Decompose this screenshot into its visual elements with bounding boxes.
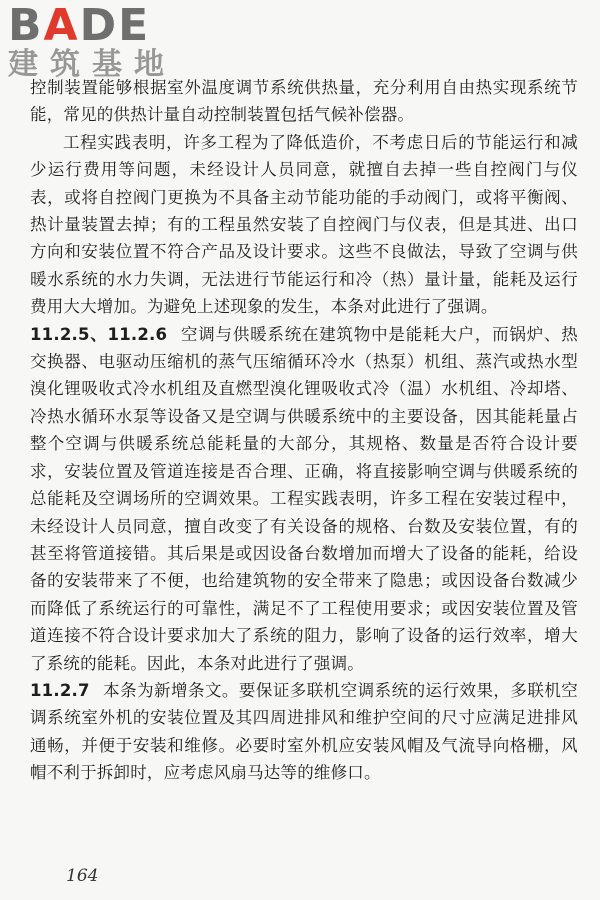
paragraph-text: 工程实践表明，许多工程为了降低造价，不考虑日后的节能运行和减少运行费用等问题，未经设计人员同意，就擅自去掉一些自控阀门与仪表，或将自控阀门更换为不具备主动节能功能的手动阀门，或将平衡阀、热计量装置去掉；有的工程虽然安装了自控阀门与仪表，但是其进、出口方向和安装位置不符合产品及设计要求。这些不良做法，导致了空调与供暖水系统的水力失调，无法进行节能运行和冷（热）量计量，能耗及运行费用大大增加。为避免上述现象的发生，本条对此进行了强调。	[30, 132, 578, 317]
logo-letter: B	[8, 0, 44, 51]
logo-letters: DE	[79, 0, 151, 51]
logo-wordmark	[8, 2, 178, 50]
paragraph-text: 控制装置能够根据室外温度调节系统供热量，充分利用自由热实现系统节能，常见的供热计量自动控制装置包括气候补偿器。	[30, 78, 578, 125]
document-body	[30, 74, 578, 787]
watermark-logo	[8, 2, 178, 88]
clause-11-2-5	[30, 321, 578, 677]
logo-accent-letter: A	[43, 0, 80, 51]
clause-number: 11.2.7	[30, 680, 90, 700]
clause-text: 本条为新增条文。要保证多联机空调系统的运行效果，多联机空调系统室外机的安装位置及其四周进排风和维护空间的尺寸应满足进排风通畅，并便于安装和维修。必要时室外机应安装风帽及气流导向格栅，风帽不利于拆卸时，应考虑风扇马达等的维修口。	[30, 680, 578, 783]
paragraph-engineering-practice	[30, 129, 578, 321]
page-number: 164	[66, 866, 99, 886]
logo-subtitle: 建筑基地	[8, 47, 176, 82]
clause-number: 11.2.5、11.2.6	[30, 324, 168, 344]
clause-text: 空调与供暖系统在建筑物中是能耗大户，而锅炉、热交换器、电驱动压缩机的蒸气压缩循环冷水（热泵）机组、蒸汽或热水型溴化锂吸收式冷水机组及直燃型溴化锂吸收式冷（温）水机组、冷却塔、冷热水循环水泵等设备又是空调与供暖系统中的主要设备，因其能耗量占整个空调与供暖系统总能耗量的大部分，其规格、数量是否符合设计要求，安装位置及管道连接是否合理、正确，将直接影响空调与供暖系统的总能耗及空调场所的空调效果。工程实践表明，许多工程在安装过程中，未经设计人员同意，擅自改变了有关设备的规格、台数及安装位置，有的甚至将管道接错。其后果是或因设备台数增加而增大了设备的能耗，给设备的安装带来了不便，也给建筑物的安全带来了隐患；或因设备台数减少而降低了系统运行的可靠性，满足不了工程使用要求；或因安装位置及管道连接不符合设计要求加大了系统的阻力，影响了设备的运行效率，增大了系统的能耗。因此，本条对此进行了强调。	[30, 324, 578, 673]
clause-11-2-7	[30, 677, 578, 787]
